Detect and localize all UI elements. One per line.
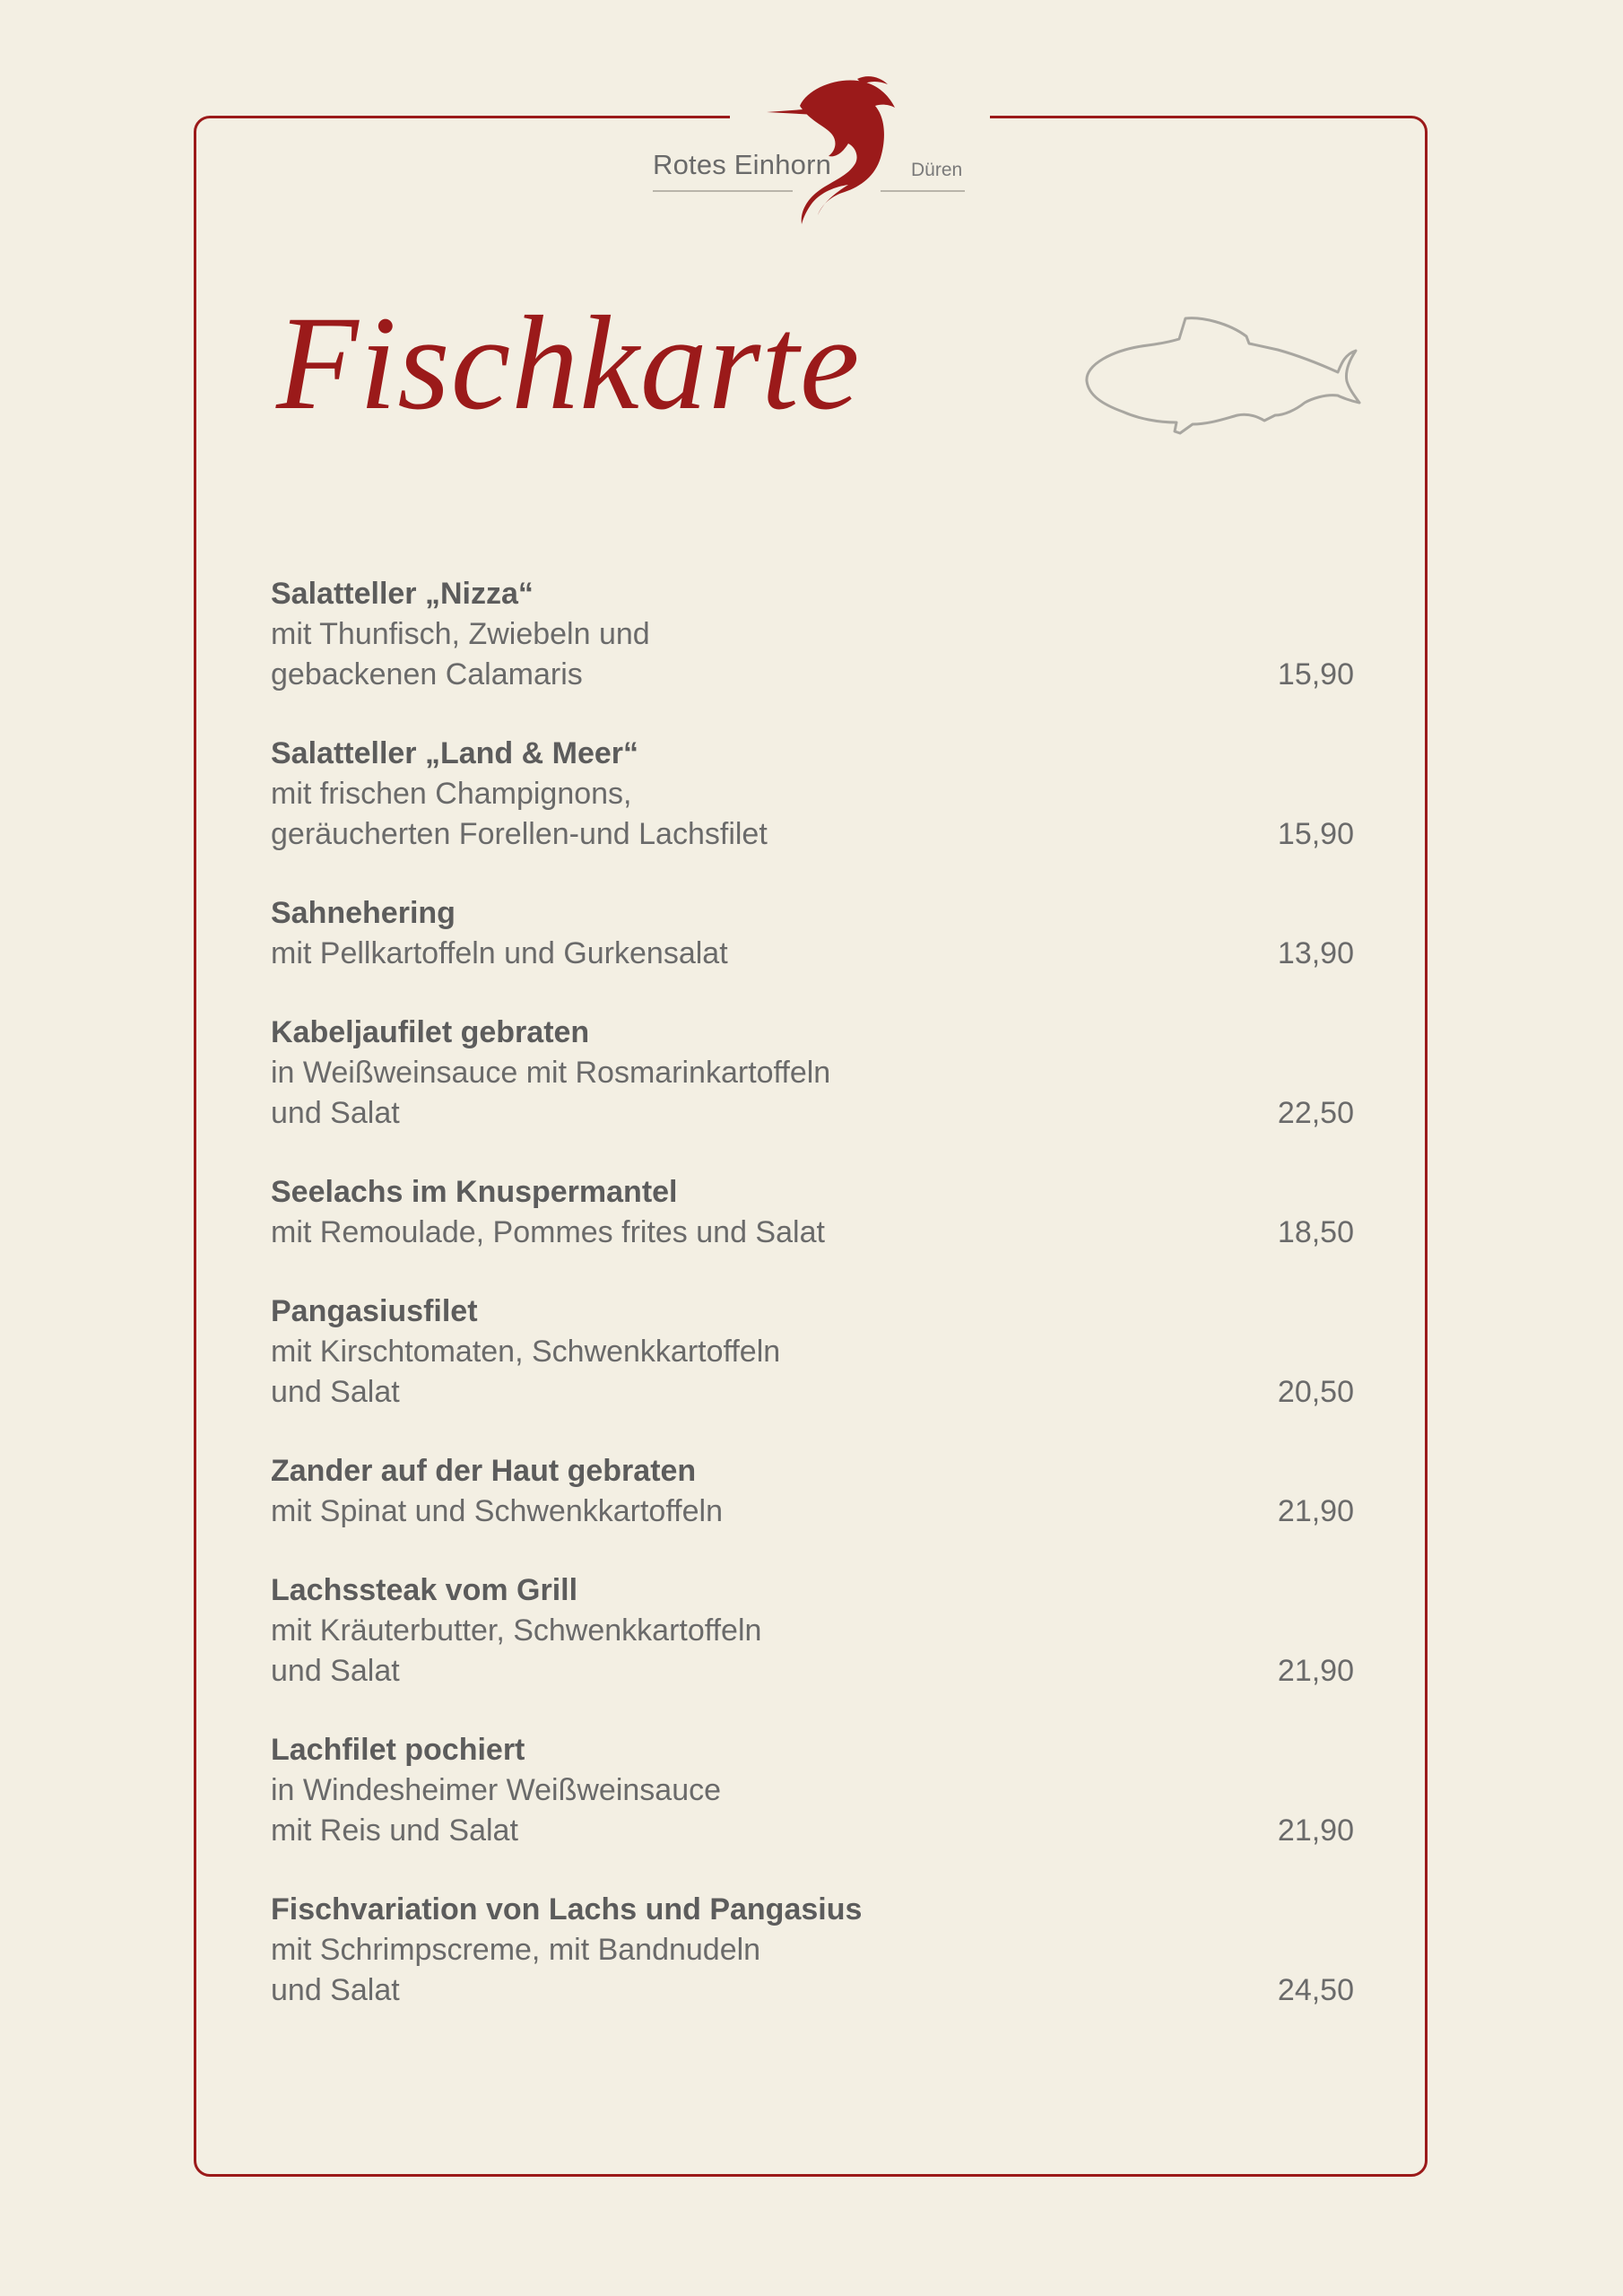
item-desc-line: mit frischen Champignons, xyxy=(271,777,632,811)
item-desc-line: mit Remoulade, Pommes frites und Salat xyxy=(271,1215,825,1249)
item-name: Sahnehering xyxy=(271,896,456,930)
item-desc-line: mit Pellkartoffeln und Gurkensalat xyxy=(271,936,728,970)
item-name: Salatteller „Land & Meer“ xyxy=(271,736,639,770)
item-desc-line: mit Spinat und Schwenkkartoffeln xyxy=(271,1494,723,1528)
item-price: 24,50 xyxy=(1277,1973,1354,2007)
item-price: 15,90 xyxy=(1277,657,1354,691)
item-name: Kabeljaufilet gebraten xyxy=(271,1015,590,1049)
item-desc-line: in Weißweinsauce mit Rosmarinkartoffeln xyxy=(271,1056,831,1090)
item-name: Lachssteak vom Grill xyxy=(271,1573,578,1607)
item-price: 21,90 xyxy=(1277,1654,1354,1688)
item-price: 21,90 xyxy=(1277,1813,1354,1848)
page-title: Fischkarte xyxy=(276,289,861,438)
item-desc-line: mit Reis und Salat xyxy=(271,1813,518,1848)
menu-item xyxy=(271,893,1354,974)
item-price: 22,50 xyxy=(1277,1096,1354,1130)
item-desc-line: und Salat xyxy=(271,1375,400,1409)
item-price: 20,50 xyxy=(1277,1375,1354,1409)
item-price: 18,50 xyxy=(1277,1215,1354,1249)
item-desc-line: und Salat xyxy=(271,1654,400,1688)
item-desc-line: und Salat xyxy=(271,1973,400,2007)
menu-item xyxy=(271,1172,1354,1253)
brand-name: Rotes Einhorn xyxy=(653,149,832,180)
menu-list xyxy=(271,574,1354,2049)
item-name: Seelachs im Knuspermantel xyxy=(271,1175,678,1209)
item-name: Lachfilet pochiert xyxy=(271,1733,525,1767)
item-desc-line: mit Schrimpscreme, mit Bandnudeln xyxy=(271,1933,761,1967)
logo-underline-left xyxy=(653,190,793,192)
item-desc-line: mit Kräuterbutter, Schwenkkartoffeln xyxy=(271,1613,762,1648)
menu-item xyxy=(271,734,1354,855)
item-name: Pangasiusfilet xyxy=(271,1294,478,1328)
item-name: Fischvariation von Lachs und Pangasius xyxy=(271,1892,863,1926)
menu-item xyxy=(271,1730,1354,1851)
menu-item xyxy=(271,1292,1354,1413)
item-desc-line: und Salat xyxy=(271,1096,400,1130)
item-name: Zander auf der Haut gebraten xyxy=(271,1454,697,1488)
logo xyxy=(646,70,968,240)
menu-item xyxy=(271,574,1354,695)
fish-outline-icon xyxy=(1076,309,1363,453)
item-name: Salatteller „Nizza“ xyxy=(271,577,534,611)
item-price: 15,90 xyxy=(1277,817,1354,851)
menu-item xyxy=(271,1570,1354,1692)
menu-item xyxy=(271,1451,1354,1532)
logo-underline-right xyxy=(881,190,965,192)
item-price: 21,90 xyxy=(1277,1494,1354,1528)
item-desc-line: gebackenen Calamaris xyxy=(271,657,583,691)
item-desc-line: mit Kirschtomaten, Schwenkkartoffeln xyxy=(271,1335,781,1369)
item-desc-line: in Windesheimer Weißweinsauce xyxy=(271,1773,722,1807)
menu-item xyxy=(271,1013,1354,1134)
item-desc-line: mit Thunfisch, Zwiebeln und xyxy=(271,617,650,651)
item-price: 13,90 xyxy=(1277,936,1354,970)
item-desc-line: geräucherten Forellen-und Lachsfilet xyxy=(271,817,768,851)
brand-city: Düren xyxy=(911,160,963,180)
menu-item xyxy=(271,1890,1354,2011)
